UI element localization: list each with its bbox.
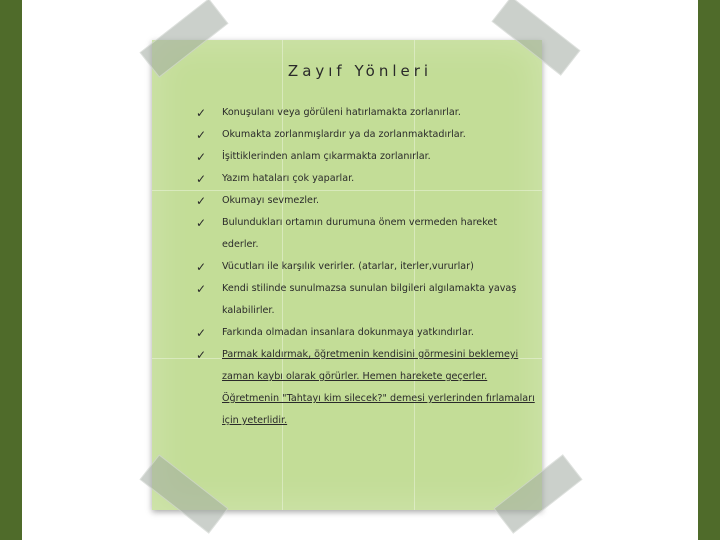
list-item-text: İşittiklerinden anlam çıkarmakta zorlanırlar. — [222, 151, 431, 162]
checkmark-icon: ✓ — [196, 106, 207, 120]
checkmark-icon: ✓ — [196, 172, 207, 186]
checkmark-icon: ✓ — [196, 326, 207, 340]
slide-title: Zayıf Yönleri — [287, 62, 433, 80]
list-item-text: Farkında olmadan insanlara dokunmaya yatkındırlar. — [222, 327, 474, 338]
list-item-text: Bulundukları ortamın durumuna önem vermeden hareket ederler. — [222, 217, 498, 250]
checkmark-icon: ✓ — [196, 150, 207, 164]
checkmark-icon: ✓ — [196, 260, 207, 274]
checkmark-icon: ✓ — [196, 216, 207, 230]
right-frame-bar — [698, 0, 720, 540]
list-item-text: Yazım hataları çok yaparlar. — [222, 173, 355, 184]
list-item-text: Okumayı sevmezler. — [222, 195, 320, 206]
list-item-text: Konuşulanı veya görüleni hatırlamakta zorlanırlar. — [222, 107, 461, 118]
checkmark-icon: ✓ — [196, 282, 207, 296]
list-item-text: Okumakta zorlanmışlardır ya da zorlanmaktadırlar. — [222, 129, 466, 140]
list-item-text: Parmak kaldırmak, öğretmenin kendisini görmesini beklemeyi zaman kaybı olarak görürler. Hemen harekete geçerler. Öğretmenin "Tahtayı kim silecek?" demesi yerlerinden fırlamaları için yeterlidir. — [222, 349, 535, 426]
left-frame-bar — [0, 0, 22, 540]
checkmark-icon: ✓ — [196, 194, 207, 208]
list-item-text: Kendi stilinde sunulmazsa sunulan bilgileri algılamakta yavaş kalabilirler. — [222, 283, 517, 316]
checkmark-icon: ✓ — [196, 348, 207, 362]
checkmark-icon: ✓ — [196, 128, 207, 142]
list-item-text: Vücutları ile karşılık verirler. (atarlar, iterler,vururlar) — [222, 261, 474, 272]
